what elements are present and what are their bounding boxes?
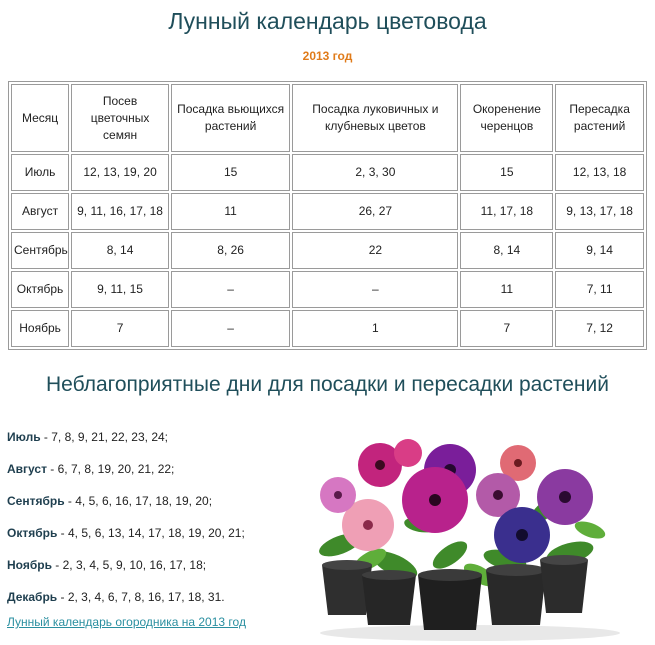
list-item [7, 462, 245, 494]
month-name: Сентябрь [7, 494, 65, 508]
table-cell: 12, 13, 18 [555, 154, 644, 191]
column-header: Окоренение черенцов [460, 84, 553, 152]
table-cell: 8, 26 [171, 232, 290, 269]
table-cell: 22 [292, 232, 458, 269]
table-cell: 26, 27 [292, 193, 458, 230]
table-cell: – [292, 271, 458, 308]
days-text: - 4, 5, 6, 16, 17, 18, 19, 20; [64, 494, 213, 508]
list-item [7, 430, 245, 462]
petunia-flowers-photo [300, 425, 655, 645]
table-cell: 9, 11, 16, 17, 18 [71, 193, 169, 230]
list-item [7, 558, 245, 590]
days-text: - 2, 3, 4, 6, 7, 8, 16, 17, 18, 31. [57, 590, 225, 604]
month-name: Октябрь [7, 526, 58, 540]
unfavorable-days-list [7, 430, 245, 622]
page-title: Лунный календарь цветовода [168, 8, 487, 34]
table-row [11, 271, 644, 308]
days-text: - 2, 3, 4, 5, 9, 10, 16, 17, 18; [51, 558, 207, 572]
column-header: Посадка вьющихся растений [171, 84, 290, 152]
table-cell: 11, 17, 18 [460, 193, 553, 230]
unfavorable-days-heading: Неблагоприятные дни для посадки и пересадки растений [46, 373, 609, 396]
table-cell: 7 [460, 310, 553, 347]
table-row [11, 310, 644, 347]
table-cell: 15 [460, 154, 553, 191]
table-row [11, 154, 644, 191]
month-cell: Июль [11, 154, 69, 191]
table-row [11, 232, 644, 269]
table-cell: 12, 13, 19, 20 [71, 154, 169, 191]
column-header: Посадка луковичных и клубневых цветов [292, 84, 458, 152]
days-text: - 4, 5, 6, 13, 14, 17, 18, 19, 20, 21; [57, 526, 245, 540]
table-cell: – [171, 310, 290, 347]
table-cell: 8, 14 [460, 232, 553, 269]
vegetable-calendar-link[interactable]: Лунный календарь огородника на 2013 год [7, 615, 246, 629]
table-cell: 7, 12 [555, 310, 644, 347]
list-item [7, 494, 245, 526]
table-header-row [11, 84, 644, 152]
year-label: 2013 год [302, 49, 353, 63]
list-item [7, 526, 245, 558]
month-name: Декабрь [7, 590, 58, 604]
table-cell: 7, 11 [555, 271, 644, 308]
table-cell: – [171, 271, 290, 308]
table-row [11, 193, 644, 230]
table-cell: 9, 11, 15 [71, 271, 169, 308]
month-cell: Октябрь [11, 271, 69, 308]
table-cell: 11 [460, 271, 553, 308]
days-text: - 7, 8, 9, 21, 22, 23, 24; [40, 430, 168, 444]
table-cell: 8, 14 [71, 232, 169, 269]
column-header: Пересадка растений [555, 84, 644, 152]
month-name: Июль [7, 430, 41, 444]
lunar-calendar-table [8, 81, 647, 350]
month-cell: Август [11, 193, 69, 230]
column-header: Посев цветочных семян [71, 84, 169, 152]
table-cell: 2, 3, 30 [292, 154, 458, 191]
table-cell: 9, 14 [555, 232, 644, 269]
table-cell: 9, 13, 17, 18 [555, 193, 644, 230]
table-cell: 15 [171, 154, 290, 191]
month-cell: Ноябрь [11, 310, 69, 347]
month-name: Ноябрь [7, 558, 52, 572]
column-header: Месяц [11, 84, 69, 152]
table-cell: 11 [171, 193, 290, 230]
month-cell: Сентябрь [11, 232, 69, 269]
month-name: Август [7, 462, 47, 476]
days-text: - 6, 7, 8, 19, 20, 21, 22; [46, 462, 175, 476]
table-cell: 7 [71, 310, 169, 347]
table-cell: 1 [292, 310, 458, 347]
